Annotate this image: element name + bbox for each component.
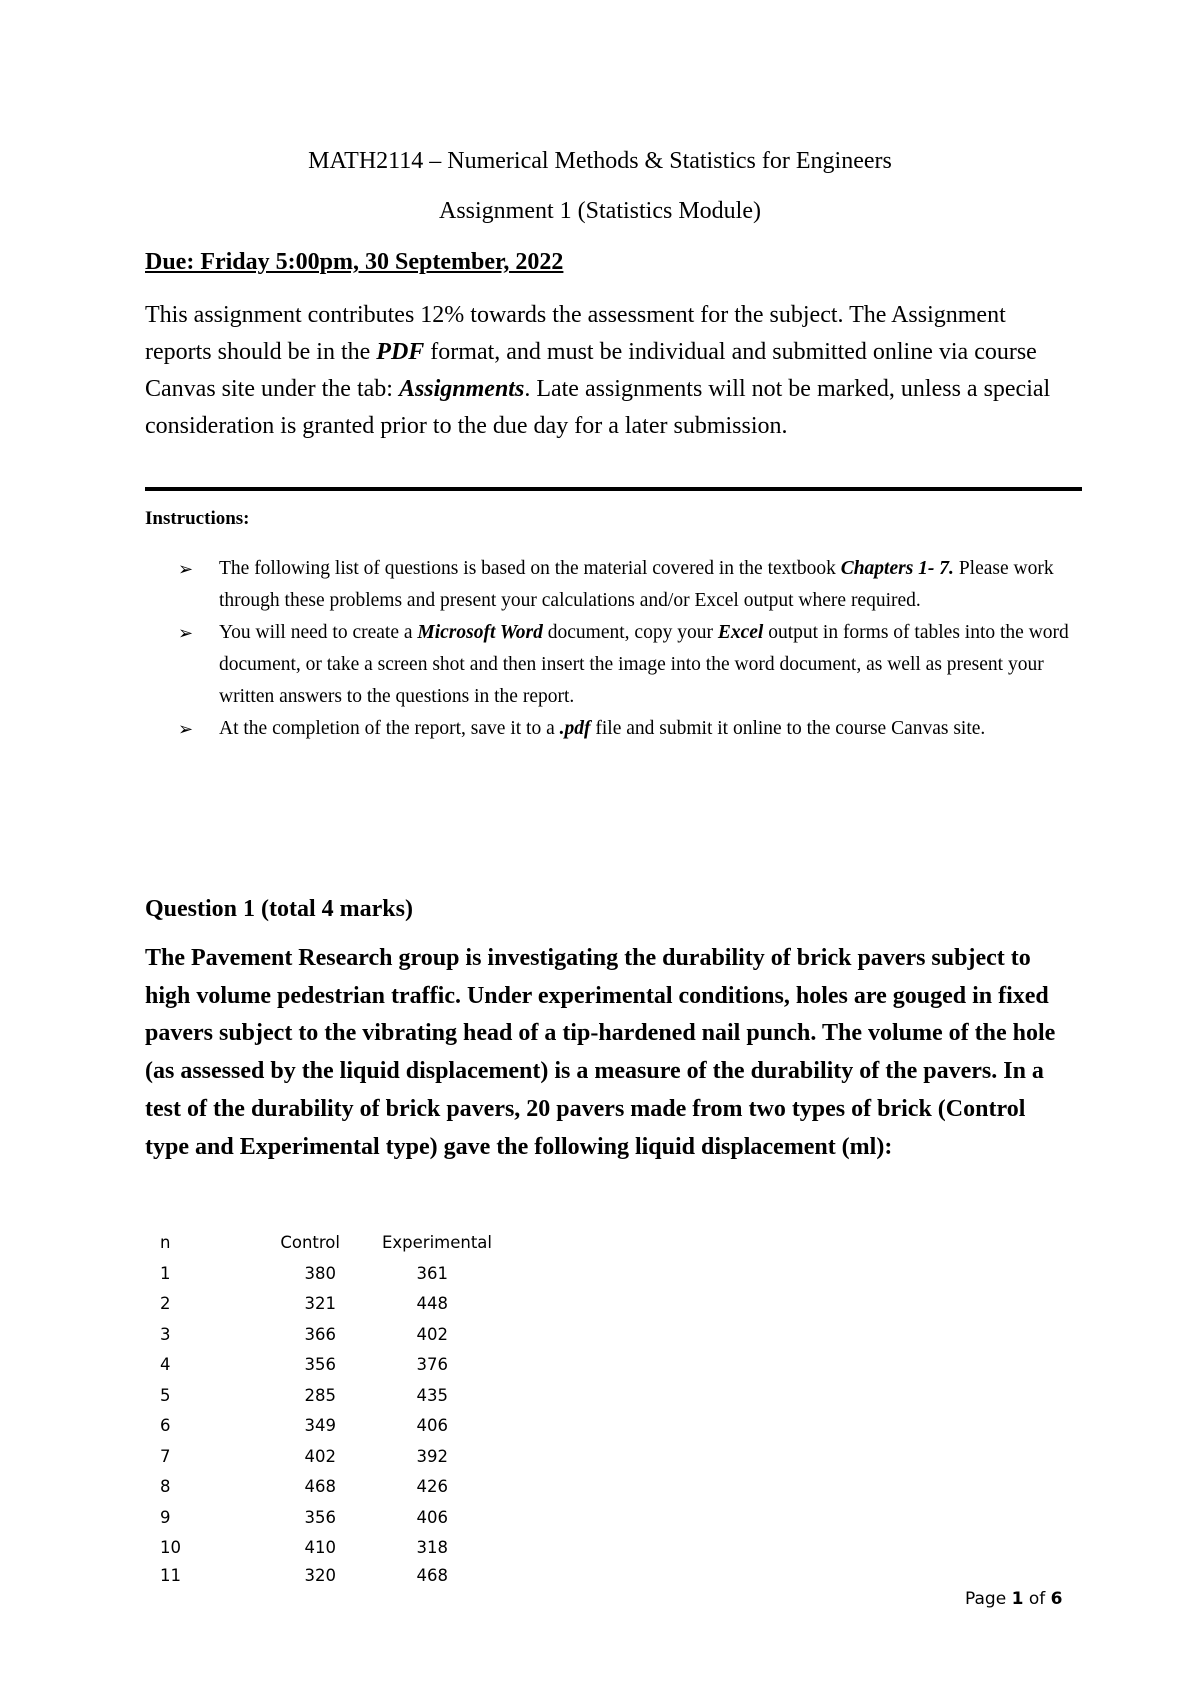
- column-header-experimental: Experimental: [381, 1232, 492, 1252]
- arrowhead-bullet-icon: ➢: [178, 623, 194, 643]
- cell-n: 11: [160, 1565, 181, 1585]
- intro-assignments-emphasis: Assignments: [398, 376, 525, 402]
- cell-experimental: 361: [416, 1263, 448, 1283]
- instruction-2-text-3: output in forms of tables into the word document, or take a screen shot and then insert the image into the word document, as well as present your written answers to the questions in the report.: [219, 622, 1069, 707]
- footer-of-word: of: [1028, 1589, 1046, 1609]
- footer-page-num: 1: [1011, 1589, 1024, 1609]
- course-title: MATH2114 – Numerical Methods & Statistics for Engineers: [308, 148, 892, 174]
- footer-page-word: Page: [965, 1589, 1007, 1609]
- cell-experimental: 406: [416, 1416, 448, 1436]
- cell-control: 402: [304, 1446, 336, 1466]
- data-table: [160, 1226, 492, 1587]
- cell-control: 321: [304, 1294, 336, 1314]
- table-header-row: [160, 1226, 492, 1258]
- cell-experimental: 426: [416, 1477, 448, 1497]
- question-1-heading: Question 1 (total 4 marks): [145, 896, 413, 922]
- page-number-footer: [965, 1588, 1062, 1610]
- instruction-2-excel: Excel: [717, 622, 764, 643]
- cell-control: 468: [304, 1477, 336, 1497]
- cell-n: 3: [160, 1324, 171, 1344]
- cell-experimental: 448: [416, 1294, 448, 1314]
- cell-control: 320: [304, 1565, 336, 1585]
- arrowhead-bullet-icon: ➢: [178, 719, 194, 739]
- instruction-2-text-1: You will need to create a: [219, 622, 418, 643]
- instructions-heading: Instructions:: [145, 508, 250, 529]
- intro-pdf-emphasis: PDF: [376, 339, 425, 365]
- instruction-item: [178, 617, 1078, 713]
- cell-n: 7: [160, 1446, 171, 1466]
- question-1-body: The Pavement Research group is investigating the durability of brick pavers subject to high volume pedestrian traffic. Under experimental conditions, holes are gouged in fixed pavers subject to the vibrating head of a tip-hardened nail punch. The volume of the hole (as assessed by the liquid displacement) is a measure of the durability of the pavers. In a test of the durability of brick pavers, 20 pavers made from two types of brick (Control type and Experimental type) gave the following liquid displacement (ml):: [145, 945, 1056, 1160]
- assignment-title: Assignment 1 (Statistics Module): [439, 198, 761, 224]
- cell-control: 366: [304, 1324, 336, 1344]
- table-row: [160, 1533, 492, 1564]
- instructions-list: [178, 553, 1078, 745]
- instruction-3-pdf: .pdf: [559, 718, 591, 739]
- cell-control: 349: [304, 1416, 336, 1436]
- cell-experimental: 318: [416, 1538, 448, 1558]
- intro-text-1: This assignment contributes 12% towards the assessment for the subject. The Assignment reports should be in the: [145, 302, 1006, 365]
- instruction-item: [178, 713, 1078, 745]
- cell-experimental: 402: [416, 1324, 448, 1344]
- table-row: [160, 1380, 492, 1411]
- table-row: [160, 1502, 492, 1533]
- cell-control: 285: [304, 1385, 336, 1405]
- table-row: [160, 1319, 492, 1350]
- instruction-1-text-1: The following list of questions is based on the material covered in the textbook: [219, 558, 841, 579]
- intro-text-3: . Late assignments will not be marked, unless a special consideration is granted prior to the due day for a later submission.: [145, 376, 1051, 439]
- instruction-1-text-2: Please work through these problems and present your calculations and/or Excel output where required.: [219, 558, 1054, 611]
- footer-page-total: 6: [1050, 1589, 1063, 1609]
- column-header-n: n: [160, 1232, 171, 1252]
- cell-n: 8: [160, 1477, 171, 1497]
- instruction-2-word: Microsoft Word: [417, 622, 543, 643]
- instruction-item: [178, 553, 1078, 617]
- table-row: [160, 1472, 492, 1503]
- cell-control: 356: [304, 1507, 336, 1527]
- table-row: [160, 1441, 492, 1472]
- cell-n: 2: [160, 1294, 171, 1314]
- table-row: [160, 1350, 492, 1381]
- table-row: [160, 1289, 492, 1320]
- cell-experimental: 406: [416, 1507, 448, 1527]
- column-header-control: Control: [280, 1232, 340, 1252]
- cell-experimental: 435: [416, 1385, 448, 1405]
- instruction-3-text-1: At the completion of the report, save it to a: [219, 718, 560, 739]
- instruction-2-text-2: document, copy your: [542, 622, 718, 643]
- due-date: Due: Friday 5:00pm, 30 September, 2022: [145, 249, 564, 275]
- arrowhead-bullet-icon: ➢: [178, 559, 194, 579]
- cell-control: 380: [304, 1263, 336, 1283]
- cell-experimental: 376: [416, 1355, 448, 1375]
- table-row: [160, 1258, 492, 1289]
- cell-control: 356: [304, 1355, 336, 1375]
- intro-paragraph: [145, 297, 1075, 445]
- section-divider: [145, 487, 1082, 491]
- table-row: [160, 1563, 492, 1587]
- table-row: [160, 1411, 492, 1442]
- cell-n: 9: [160, 1507, 171, 1527]
- cell-experimental: 468: [416, 1565, 448, 1585]
- cell-control: 410: [304, 1538, 336, 1558]
- cell-n: 1: [160, 1263, 171, 1283]
- cell-n: 6: [160, 1416, 171, 1436]
- instruction-1-chapters: Chapters 1- 7.: [840, 558, 954, 579]
- cell-n: 5: [160, 1385, 171, 1405]
- cell-n: 10: [160, 1538, 181, 1558]
- cell-experimental: 392: [416, 1446, 448, 1466]
- intro-text-2: format, and must be individual and submitted online via course Canvas site under the tab:: [145, 339, 1037, 402]
- instruction-3-text-2: file and submit it online to the course Canvas site.: [590, 718, 986, 739]
- cell-n: 4: [160, 1355, 171, 1375]
